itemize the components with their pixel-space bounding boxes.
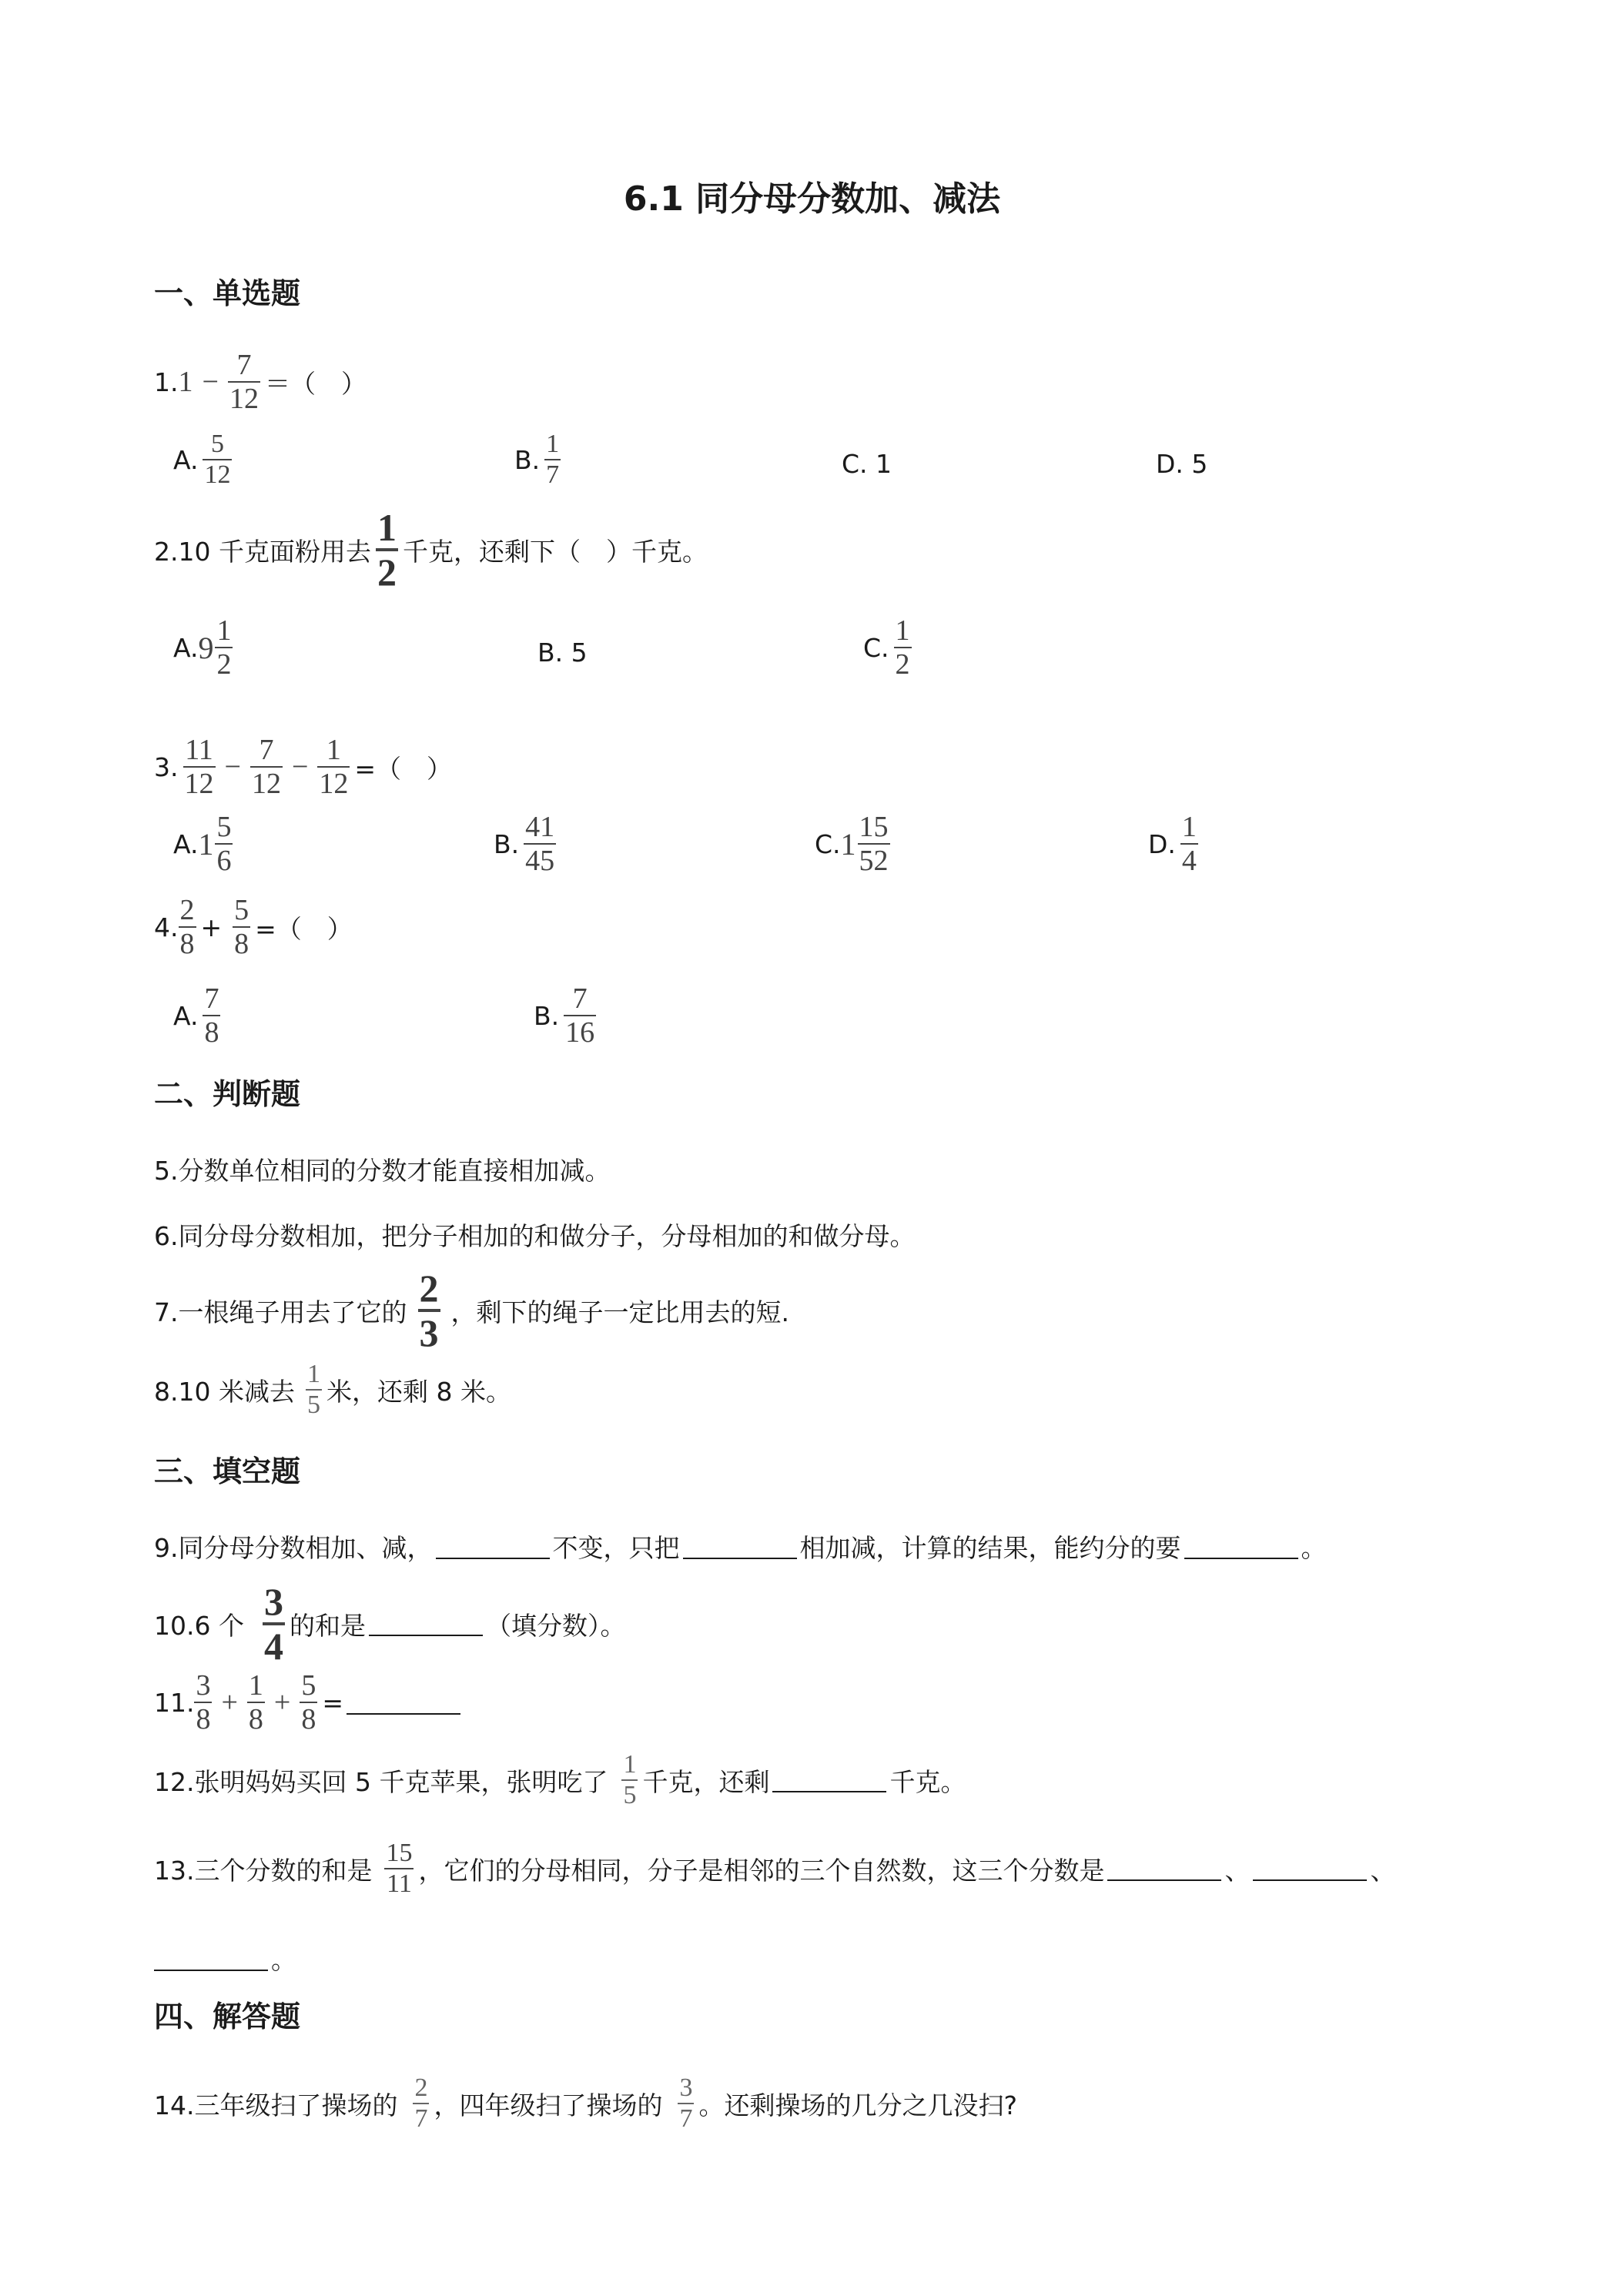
option-d <box>1148 812 1203 875</box>
whole-number: 1 <box>178 366 193 398</box>
fraction-denominator: 45 <box>525 845 555 877</box>
fraction-numerator: 7 <box>236 349 252 381</box>
text-segment: 不变，只把 <box>552 1533 680 1563</box>
fraction-denominator: 12 <box>184 768 214 800</box>
text-segment: 的和是 <box>289 1610 366 1641</box>
text-segment: ，它们的分母相同，分子是相邻的三个自然数，这三个分数是 <box>418 1855 1105 1886</box>
text-segment: 13.三个分数的和是 <box>154 1855 373 1886</box>
fraction-denominator: 4 <box>263 1625 283 1668</box>
answer-blank[interactable] <box>1184 1535 1298 1559</box>
answer-blank[interactable] <box>1107 1856 1221 1881</box>
text-segment: 千克，还剩下（ ）千克。 <box>402 536 708 567</box>
fraction-denominator: 4 <box>1181 845 1197 877</box>
answer-blank[interactable] <box>347 1690 460 1715</box>
option-c <box>815 812 895 875</box>
question-13-continued <box>154 1940 296 1976</box>
text-segment: 、 <box>1370 1855 1396 1886</box>
fraction-denominator: 2 <box>895 648 910 681</box>
question-5: 5.分数单位相同的分数才能直接相加减。 <box>154 1156 611 1186</box>
fraction <box>376 506 398 594</box>
answer-blank[interactable] <box>772 1768 886 1792</box>
fraction-numerator: 15 <box>386 1839 413 1867</box>
text-segment: 11. <box>154 1687 195 1718</box>
equals-bracket: ＝（ ） <box>264 368 367 399</box>
fraction-denominator: 6 <box>216 845 232 877</box>
whole-part: 1 <box>840 826 856 862</box>
fraction-numerator: 5 <box>216 811 232 843</box>
fraction-numerator: 7 <box>572 982 588 1015</box>
fraction <box>384 1840 414 1897</box>
mixed-number <box>198 812 237 875</box>
option-b <box>534 984 601 1047</box>
question-7 <box>154 1269 789 1352</box>
question-2 <box>154 506 708 594</box>
fraction <box>300 1671 317 1734</box>
fraction <box>564 984 596 1047</box>
fraction-numerator: 1 <box>377 506 397 549</box>
mixed-number <box>841 812 895 875</box>
fraction-numerator: 7 <box>204 982 219 1015</box>
question-10 <box>154 1580 626 1668</box>
fraction <box>413 2075 429 2132</box>
fraction-numerator: 41 <box>525 811 555 843</box>
minus-sign: − <box>202 366 219 398</box>
text-segment: C. <box>815 828 841 859</box>
text-segment: A. <box>173 1000 199 1031</box>
text-segment: A. <box>173 828 199 859</box>
page-title: 6.1 同分母分数加、减法 <box>623 179 1001 219</box>
option-a <box>173 616 237 679</box>
fraction-denominator: 8 <box>301 1703 316 1735</box>
text-segment: 千克。 <box>889 1766 966 1797</box>
fraction-denominator: 16 <box>565 1016 595 1049</box>
text-segment: + <box>273 1686 291 1719</box>
fraction-denominator: 12 <box>319 768 349 800</box>
fraction-denominator: 12 <box>229 383 259 415</box>
question-4 <box>154 895 353 959</box>
question-3 <box>154 735 452 798</box>
fraction-numerator: 1 <box>1181 811 1197 843</box>
text-segment: 。 <box>1301 1533 1327 1563</box>
fraction-denominator: 11 <box>387 1869 412 1898</box>
fraction-denominator: 8 <box>179 928 195 960</box>
answer-blank[interactable] <box>154 1946 268 1971</box>
fraction-denominator: 2 <box>377 551 397 594</box>
fraction <box>179 895 196 959</box>
section-heading-true-false: 二、判断题 <box>154 1077 301 1111</box>
mixed-number <box>198 616 237 679</box>
text-segment: 米，还剩 8 米。 <box>326 1376 511 1407</box>
text-segment: 10.6 个 <box>154 1610 244 1641</box>
section-heading-solve: 四、解答题 <box>154 2000 301 2033</box>
text-segment: 2.10 千克面粉用去 <box>154 536 371 567</box>
option-b <box>494 812 561 875</box>
text-segment: = <box>322 1687 344 1718</box>
fraction <box>678 2075 694 2132</box>
fraction <box>183 735 216 798</box>
text-segment: B. <box>514 444 541 475</box>
fraction-denominator: 2 <box>216 648 232 681</box>
text-segment: 相加减，计算的结果，能约分的要 <box>799 1533 1181 1563</box>
question-11 <box>154 1671 464 1734</box>
text-segment: A. <box>173 632 199 663</box>
option-b: B. 5 <box>537 638 588 668</box>
question-number: 1. <box>154 366 179 397</box>
text-segment: 8.10 米减去 <box>154 1376 295 1407</box>
fraction <box>263 1580 285 1668</box>
text-segment: 。还剩操场的几分之几没扫? <box>698 2090 1017 2120</box>
question-6: 6.同分母分数相加，把分子相加的和做分子，分母相加的和做分母。 <box>154 1221 916 1251</box>
section-heading-fill-blank: 三、填空题 <box>154 1454 301 1488</box>
fraction-numerator: 15 <box>859 811 889 843</box>
fraction-numerator: 1 <box>623 1750 637 1779</box>
text-segment: 12.张明妈妈买回 5 千克苹果，张明吃了 <box>154 1766 608 1797</box>
text-segment: − <box>224 751 241 783</box>
option-c <box>863 616 916 679</box>
answer-blank[interactable] <box>436 1535 550 1559</box>
fraction <box>858 812 890 875</box>
text-segment: 千克，还剩 <box>642 1766 770 1797</box>
fraction-numerator: 3 <box>263 1580 283 1623</box>
text-segment: ，剩下的绳子一定比用去的短. <box>450 1297 789 1327</box>
fraction-numerator: 2 <box>419 1267 439 1310</box>
fraction <box>524 812 556 875</box>
fraction-numerator: 2 <box>179 894 195 926</box>
text-segment: D. <box>1148 828 1176 859</box>
fraction-denominator: 5 <box>306 1391 320 1419</box>
fraction-denominator: 8 <box>248 1703 263 1735</box>
text-segment: =（ ） <box>255 913 353 944</box>
text-segment: 9.同分母分数相加、减， <box>154 1533 433 1563</box>
text-segment: （填分数）。 <box>485 1610 626 1641</box>
fraction <box>203 984 220 1047</box>
fraction <box>228 350 260 413</box>
text-segment: 7.一根绳子用去了它的 <box>154 1297 407 1327</box>
fraction <box>1180 812 1198 875</box>
answer-blank[interactable] <box>369 1612 483 1636</box>
text-segment: =（ ） <box>354 753 453 784</box>
fraction <box>250 735 283 798</box>
fraction-numerator: 7 <box>259 734 274 766</box>
fraction-denominator: 7 <box>679 2104 693 2133</box>
fraction <box>215 616 233 679</box>
fraction-denominator: 8 <box>234 928 249 960</box>
option-a <box>173 984 225 1047</box>
fraction <box>215 812 233 875</box>
whole-part: 9 <box>198 630 214 665</box>
fraction-denominator: 3 <box>419 1311 439 1354</box>
fraction <box>233 895 250 959</box>
fraction-numerator: 5 <box>234 894 249 926</box>
fraction <box>894 616 912 679</box>
answer-blank[interactable] <box>683 1535 797 1559</box>
text-segment: A. <box>173 444 199 475</box>
fraction-denominator: 7 <box>546 460 560 489</box>
text-segment: + <box>200 912 223 942</box>
fraction <box>203 431 232 488</box>
text-segment: ，四年级扫了操场的 <box>434 2090 663 2120</box>
question-9 <box>154 1528 1327 1565</box>
fraction-numerator: 5 <box>301 1669 316 1702</box>
answer-blank[interactable] <box>1253 1856 1367 1881</box>
text-segment: 、 <box>1224 1855 1251 1886</box>
text-segment: + <box>221 1686 238 1719</box>
fraction-denominator: 12 <box>251 768 281 800</box>
fraction <box>544 431 561 488</box>
fraction <box>418 1269 440 1352</box>
option-d: D. 5 <box>1156 449 1208 479</box>
fraction-numerator: 1 <box>546 430 560 458</box>
option-a <box>173 812 237 875</box>
question-1 <box>154 350 367 413</box>
text-segment: B. <box>494 828 520 859</box>
fraction-numerator: 1 <box>326 734 341 766</box>
text-segment: 4. <box>154 912 179 942</box>
fraction <box>317 735 350 798</box>
section-heading-single-choice: 一、单选题 <box>154 276 301 310</box>
fraction <box>194 1671 212 1734</box>
fraction-denominator: 5 <box>623 1781 637 1809</box>
question-8 <box>154 1361 511 1418</box>
fraction-numerator: 1 <box>306 1360 320 1388</box>
question-14 <box>154 2075 1017 2132</box>
fraction-denominator: 7 <box>414 2104 428 2133</box>
question-12 <box>154 1752 966 1809</box>
fraction-numerator: 1 <box>895 614 910 647</box>
fraction-denominator: 12 <box>204 460 231 489</box>
question-13 <box>154 1840 1395 1897</box>
fraction <box>621 1752 638 1809</box>
whole-part: 1 <box>198 826 214 862</box>
fraction-numerator: 11 <box>185 734 213 766</box>
text-segment: 3. <box>154 751 179 782</box>
option-c: C. 1 <box>842 449 892 479</box>
option-a <box>173 431 236 488</box>
fraction-denominator: 52 <box>859 845 889 877</box>
fraction-numerator: 1 <box>248 1669 263 1702</box>
text-segment: C. <box>863 632 889 663</box>
fraction <box>306 1361 322 1418</box>
fraction-denominator: 8 <box>204 1016 219 1049</box>
fraction-numerator: 3 <box>196 1669 211 1702</box>
fraction <box>247 1671 265 1734</box>
fraction-denominator: 8 <box>196 1703 211 1735</box>
text-segment: 。 <box>271 1945 296 1975</box>
text-segment: − <box>291 751 309 783</box>
fraction-numerator: 5 <box>210 430 224 458</box>
fraction-numerator: 1 <box>216 614 232 647</box>
fraction-numerator: 2 <box>414 2073 428 2102</box>
fraction-numerator: 3 <box>679 2073 693 2102</box>
text-segment: 14.三年级扫了操场的 <box>154 2090 398 2120</box>
option-b <box>514 431 565 488</box>
text-segment: B. <box>534 1000 560 1031</box>
